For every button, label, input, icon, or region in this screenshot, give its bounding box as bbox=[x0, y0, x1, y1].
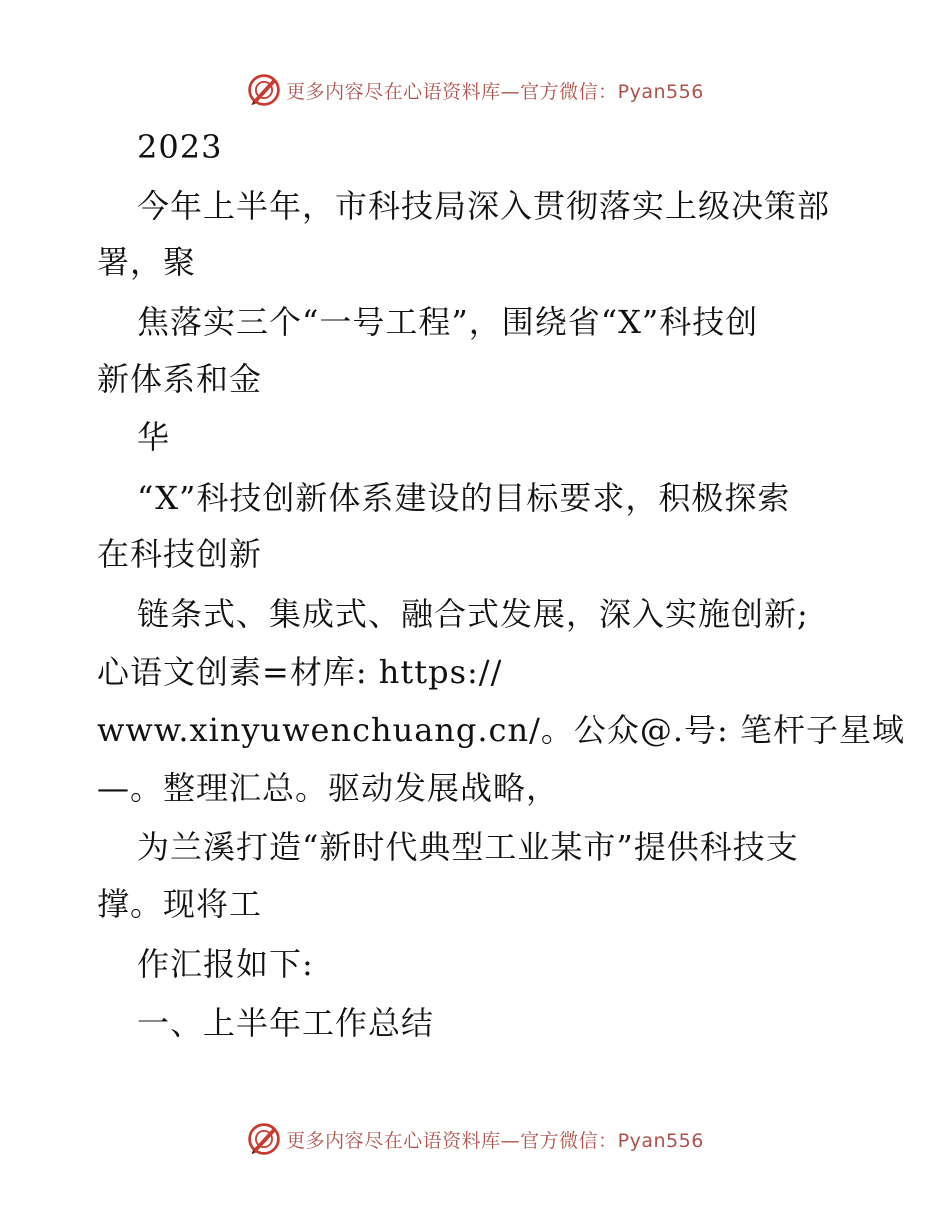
doc-line: 新体系和金 bbox=[97, 360, 263, 398]
doc-line: 署，聚 bbox=[97, 243, 197, 281]
header-banner-text: 更多内容尽在心语资料库—官方微信：Pyan556 bbox=[286, 80, 704, 103]
pen-logo-icon bbox=[246, 1121, 282, 1157]
doc-line: 撑。现将工 bbox=[97, 885, 263, 923]
doc-line: 华 bbox=[137, 418, 171, 456]
doc-line: 一、上半年工作总结 bbox=[137, 1004, 435, 1042]
doc-line: 焦落实三个“一号工程”，围绕省“X”科技创 bbox=[137, 303, 759, 341]
doc-line: 作汇报如下: bbox=[137, 945, 314, 983]
pen-logo-icon bbox=[246, 72, 282, 108]
doc-line: 今年上半年，市科技局深入贯彻落实上级决策部 bbox=[137, 187, 831, 225]
doc-line: “X”科技创新体系建设的目标要求，积极探索 bbox=[137, 479, 791, 517]
doc-line: 为兰溪打造“新时代典型工业某市”提供科技支 bbox=[137, 828, 799, 866]
doc-line: 心语文创素=材库: https:// bbox=[97, 653, 503, 691]
header-banner bbox=[0, 68, 950, 112]
doc-line: 在科技创新 bbox=[97, 535, 263, 573]
doc-line: 链条式、集成式、融合式发展，深入实施创新; bbox=[137, 595, 809, 633]
footer-banner bbox=[0, 1117, 950, 1161]
doc-line: www.xinyuwenchuang.cn/。公众@.号: 笔杆子星域 bbox=[97, 711, 905, 749]
footer-banner-text: 更多内容尽在心语资料库—官方微信：Pyan556 bbox=[286, 1129, 704, 1152]
doc-line: 2023 bbox=[137, 128, 223, 166]
doc-line: —。整理汇总。驱动发展战略， bbox=[97, 769, 560, 807]
